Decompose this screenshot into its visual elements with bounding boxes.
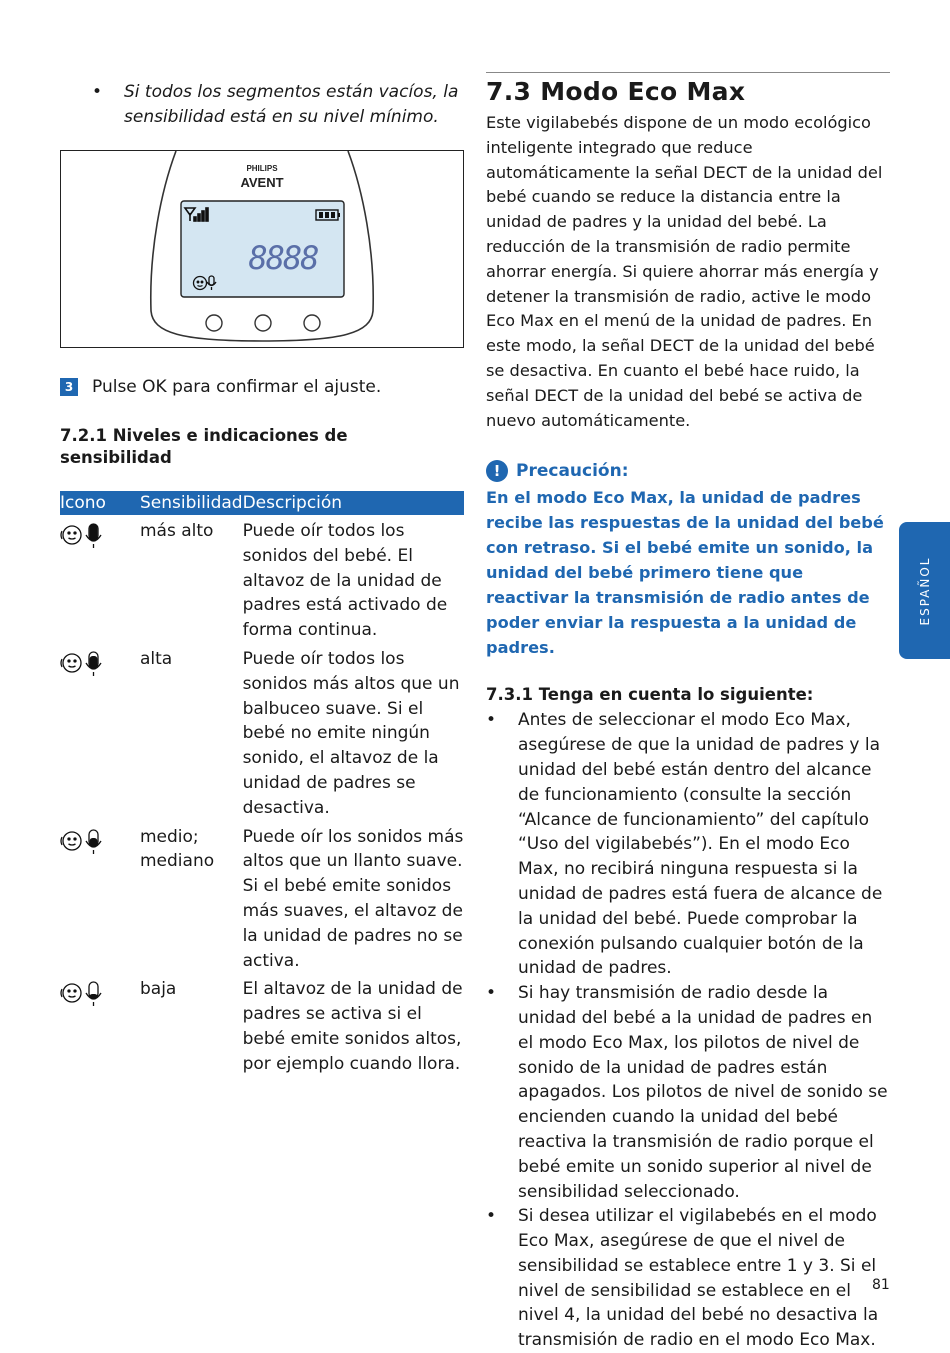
device-illustration bbox=[60, 150, 464, 348]
header-description: Descripción bbox=[242, 493, 343, 513]
list-item-text: Antes de seleccionar el modo Eco Max, asegúrese de que la unidad de padres y la unidad del bebé están dentro del alcance de funcionamiento (consulte la sección “Alcance de funcionamiento” del capítulo “Uso del vigilabebés”). En el modo Eco Max, no recibirá ninguna respuesta si la unidad de padres está fuera de alcance de la unidad del bebé. Puede comprobar la conexión pulsando cualquier botón de la unidad de padres. bbox=[518, 710, 883, 979]
caution-body: En el modo Eco Max, la unidad de padres recibe las respuestas de la unidad del bebé con retraso. Si el bebé emite un sonido, la unidad del bebé primero tiene que reactivar la transmisión de radio antes de poder enviar la respuesta a la unidad de padres. bbox=[486, 488, 884, 658]
sensitivity-description: Puede oír todos los sonidos más altos que un balbuceo suave. Si el bebé no emite ningún sonido, el altavoz de la unidad de padres se desactiva. bbox=[242, 648, 460, 818]
sensitivity-icon-cell bbox=[60, 515, 140, 643]
sensitivity-description: Puede oír todos los sonidos del bebé. El altavoz de la unidad de padres está activado de forma continua. bbox=[242, 521, 448, 641]
right-button bbox=[304, 315, 320, 331]
middle-button bbox=[255, 315, 271, 331]
warning-icon: ! bbox=[486, 460, 508, 482]
table-header-row bbox=[60, 491, 464, 515]
list-item bbox=[486, 1204, 890, 1353]
sensitivity-level: medio; mediano bbox=[140, 826, 215, 872]
header-icon: Icono bbox=[60, 493, 106, 513]
sensitivity-icon-cell bbox=[60, 973, 140, 1076]
sensitivity-level-fill bbox=[90, 656, 98, 668]
table-row bbox=[60, 515, 464, 643]
sensitivity-table bbox=[60, 491, 464, 1077]
brand-philips: PHILIPS bbox=[246, 164, 278, 173]
table-row bbox=[60, 643, 464, 821]
sensitivity-level-fill bbox=[90, 994, 98, 998]
language-tab-label: ESPAÑOL bbox=[917, 556, 932, 625]
step-3 bbox=[60, 375, 464, 399]
bullet-marker: • bbox=[486, 710, 497, 731]
page-number: 81 bbox=[872, 1277, 890, 1293]
list-item-text: Si desea utilizar el vigilabebés en el modo Eco Max, asegúrese de que el nivel de sensibilidad se establece entre 1 y 3. Si el nivel de sensibilidad se establece en el nivel 4, la unidad del bebé no desactiva la transmisión de radio en el modo Eco Max. bbox=[518, 1206, 879, 1351]
language-tab bbox=[899, 522, 950, 659]
intro-bullet-text: Si todos los segmentos están vacíos, la sensibilidad está en su nivel mínimo. bbox=[124, 82, 459, 127]
sensitivity-description: El altavoz de la unidad de padres se activa si el bebé emite sonidos altos, por ejemplo cuando llora. bbox=[242, 979, 463, 1074]
left-column bbox=[60, 80, 464, 1077]
section-heading-7-3-1: 7.3.1 Tenga en cuenta lo siguiente: bbox=[486, 685, 814, 705]
sensitivity-icon-cell bbox=[60, 643, 140, 821]
eco-max-paragraph: Este vigilabebés dispone de un modo ecológico inteligente integrado que reduce automáticamente la señal DECT de la unidad del bebé cuando se reduce la distancia entre la unidad de padres y la unidad del bebé. La reducción de la transmisión de radio permite ahorrar energía. Si quiere ahorrar más energía y detener la transmisión de radio, active le modo Eco Max en el menú de la unidad de padres. En este modo, la señal DECT de la unidad del bebé se desactiva. En cuanto el bebé hace ruido, la señal DECT de la unidad del bebé se activa de nuevo automáticamente. bbox=[486, 113, 883, 430]
heading-7-3: 7.3 Modo Eco Max bbox=[486, 72, 890, 107]
list-item bbox=[486, 981, 890, 1204]
right-column bbox=[486, 72, 890, 1353]
step-number-badge: 3 bbox=[60, 378, 78, 396]
header-sensitivity: Sensibilidad bbox=[140, 493, 243, 513]
list-item-text: Si hay transmisión de radio desde la unidad del bebé a la unidad de padres en el modo Eco Max, los pilotos de nivel de sonido de la unidad de padres están apagados. Los pilotos de nivel de sonido se encienden cuando la unidad del bebé reactiva la transmisión de radio porque el bebé emite un sonido superior al nivel de sensibilidad seleccionado. bbox=[518, 983, 888, 1202]
table-row bbox=[60, 821, 464, 974]
baby-microphone-icon bbox=[60, 827, 110, 855]
sensitivity-icon-cell bbox=[60, 821, 140, 974]
step-text: Pulse OK para confirmar el ajuste. bbox=[92, 377, 382, 397]
baby-microphone-icon bbox=[60, 979, 110, 1007]
brand-avent: AVENT bbox=[240, 175, 284, 190]
section-heading-7-2-1: 7.2.1 Niveles e indicaciones de sensibilidad bbox=[60, 426, 348, 467]
sensitivity-description: Puede oír los sonidos más altos que un llanto suave. Si el bebé emite sonidos más suaves, el altavoz de la unidad de padres no se activa. bbox=[242, 826, 464, 971]
notes-list bbox=[486, 708, 890, 1353]
sensitivity-level: alta bbox=[140, 648, 173, 669]
bullet-marker: • bbox=[486, 983, 497, 1004]
bullet-marker: • bbox=[92, 82, 103, 102]
sensitivity-level-fill bbox=[90, 524, 98, 540]
lcd-digits: 8888 bbox=[248, 239, 318, 277]
parent-unit-drawing bbox=[61, 151, 463, 347]
caution-title: Precaución: bbox=[516, 461, 629, 482]
caution-box bbox=[486, 459, 890, 660]
baby-microphone-icon bbox=[60, 649, 110, 677]
table-row bbox=[60, 973, 464, 1076]
sensitivity-level-fill bbox=[90, 838, 98, 846]
intro-bullet bbox=[60, 80, 464, 130]
bullet-marker: • bbox=[486, 1206, 497, 1227]
list-item bbox=[486, 708, 890, 981]
sensitivity-level: baja bbox=[140, 979, 177, 1000]
sensitivity-level: más alto bbox=[140, 521, 214, 541]
baby-microphone-icon bbox=[60, 521, 110, 549]
left-button bbox=[206, 315, 222, 331]
